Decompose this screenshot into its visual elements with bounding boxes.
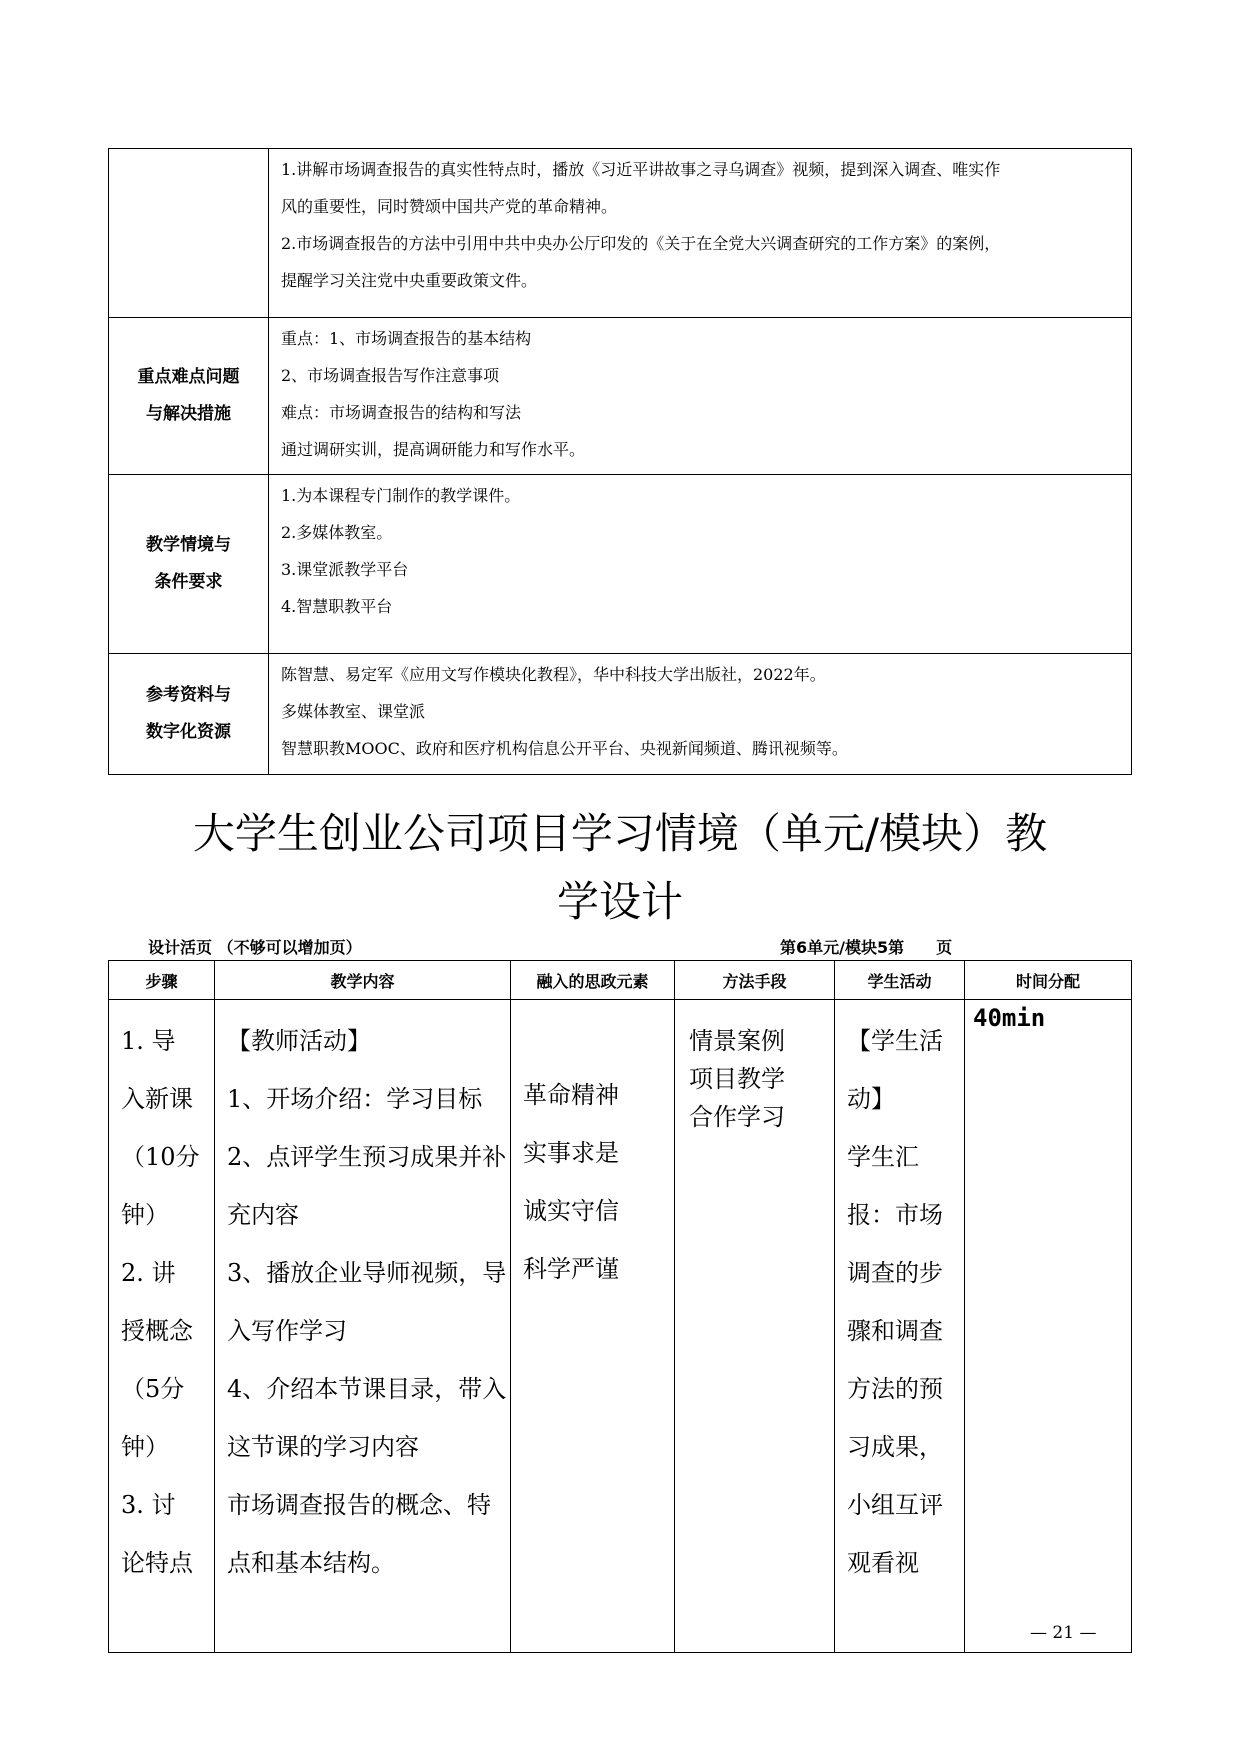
row-label-empty [109, 149, 269, 318]
text-line: 合作学习 [689, 1103, 785, 1131]
text-line: 4.智慧职教平台 [281, 597, 393, 616]
text-line: 3.课堂派教学平台 [281, 560, 409, 579]
text-line: 陈智慧、易定军《应用文写作模块化教程》，华中科技大学出版社，2022年。 [281, 665, 826, 684]
text-line: 动】 [847, 1085, 895, 1113]
text-line: 1. 导 [121, 1027, 176, 1055]
text-line: 调查的步 [847, 1259, 943, 1287]
header-time: 时间分配 [965, 961, 1132, 1000]
table-row [109, 1000, 1132, 1653]
text-line: 授概念 [121, 1317, 193, 1345]
steps-cell [109, 1000, 215, 1653]
unit-page-indicator: 第6单元/模块5第 页 [780, 938, 953, 957]
text-line: 1.讲解市场调查报告的真实性特点时，播放《习近平讲故事之寻乌调查》视频，提到深入调查、唯实作 [281, 160, 1001, 179]
header-student-activity: 学生活动 [835, 961, 965, 1000]
header-content: 教学内容 [215, 961, 511, 1000]
conditions-cell [269, 475, 1132, 654]
text-line: 提醒学习关注党中央重要政策文件。 [281, 271, 538, 290]
label-line: 与解决措施 [146, 404, 231, 424]
text-line: 2、点评学生预习成果并补 [227, 1143, 507, 1171]
text-line: （10分 [121, 1143, 200, 1171]
text-line: 科学严谨 [523, 1255, 619, 1283]
page-title [108, 800, 1132, 936]
text-line: 3、播放企业导师视频，导 [227, 1259, 507, 1287]
politics-cell [511, 1000, 675, 1653]
student-activity-cell [835, 1000, 965, 1653]
content-cell [215, 1000, 511, 1653]
text-line: 革命精神 [523, 1081, 619, 1109]
text-line: 重点：1、市场调查报告的基本结构 [281, 329, 532, 348]
text-line: （5分 [121, 1375, 185, 1403]
label-line: 条件要求 [154, 572, 223, 592]
label-line: 数字化资源 [146, 722, 231, 742]
row-label-references [109, 654, 269, 775]
time-allocation-cell: 40min [965, 1000, 1132, 1653]
text-line: 2.多媒体教室。 [281, 523, 393, 542]
key-points-cell [269, 318, 1132, 475]
text-line: 4、介绍本节课目录，带入 [227, 1375, 507, 1403]
label-line: 教学情境与 [146, 535, 231, 555]
header-step: 步骤 [109, 961, 215, 1000]
text-line: 难点：市场调查报告的结构和写法 [281, 403, 522, 422]
text-line: 点和基本结构。 [227, 1549, 395, 1577]
text-line: 钟） [121, 1201, 169, 1229]
label-line: 参考资料与 [146, 685, 231, 705]
text-line: 2.市场调查报告的方法中引用中共中央办公厅印发的《关于在全党大兴调查研究的工作方案》的案例， [281, 234, 1001, 253]
text-line: 这节课的学习内容 [227, 1433, 419, 1461]
text-line: 情景案例 [689, 1027, 785, 1055]
table-row [109, 654, 1132, 775]
text-line: 智慧职教MOOC、政府和医疗机构信息公开平台、央视新闻频道、腾讯视频等。 [281, 739, 848, 758]
text-line: 2、市场调查报告写作注意事项 [281, 366, 500, 385]
text-line: 1、开场介绍：学习目标 [227, 1085, 483, 1113]
header-method: 方法手段 [675, 961, 835, 1000]
teaching-design-table [108, 960, 1132, 1653]
ideological-notes-cell [269, 149, 1132, 318]
text-line: 通过调研实训，提高调研能力和写作水平。 [281, 440, 586, 459]
row-label-conditions [109, 475, 269, 654]
text-line: 风的重要性，同时赞颂中国共产党的革命精神。 [281, 197, 618, 216]
text-line: 【学生活 [847, 1027, 943, 1055]
references-cell [269, 654, 1132, 775]
text-line: 实事求是 [523, 1139, 619, 1167]
label-line: 重点难点问题 [137, 367, 240, 387]
text-line: 钟） [121, 1433, 169, 1461]
title-line-2: 学设计 [556, 877, 683, 926]
text-line: 1.为本课程专门制作的教学课件。 [281, 486, 521, 505]
worksheet-note: 设计活页 （不够可以增加页） [148, 938, 362, 957]
text-line: 多媒体教室、课堂派 [281, 702, 426, 721]
title-line-1: 大学生创业公司项目学习情境（单元/模块）教 [192, 809, 1048, 858]
text-line: 项目教学 [689, 1065, 785, 1093]
text-line: 习成果， [847, 1433, 943, 1461]
text-line: 【教师活动】 [227, 1027, 371, 1055]
header-politics: 融入的思政元素 [511, 961, 675, 1000]
text-line: 方法的预 [847, 1375, 943, 1403]
text-line: 骤和调查 [847, 1317, 943, 1345]
text-line: 入新课 [121, 1085, 193, 1113]
text-line: 市场调查报告的概念、特 [227, 1491, 491, 1519]
lesson-info-table [108, 148, 1132, 775]
methods-cell [675, 1000, 835, 1653]
text-line: 诚实守信 [523, 1197, 619, 1225]
table-row [109, 475, 1132, 654]
text-line: 论特点 [121, 1549, 193, 1577]
table-header-row [109, 961, 1132, 1000]
page-number: — 21 — [1030, 1623, 1097, 1643]
table-row [109, 149, 1132, 318]
text-line: 小组互评 [847, 1491, 943, 1519]
row-label-key-points [109, 318, 269, 475]
text-line: 学生汇 [847, 1143, 919, 1171]
text-line: 3. 讨 [121, 1491, 176, 1519]
table-row [109, 318, 1132, 475]
text-line: 入写作学习 [227, 1317, 347, 1345]
text-line: 2. 讲 [121, 1259, 176, 1287]
text-line: 充内容 [227, 1201, 299, 1229]
text-line: 报：市场 [847, 1201, 943, 1229]
text-line: 观看视 [847, 1549, 919, 1577]
